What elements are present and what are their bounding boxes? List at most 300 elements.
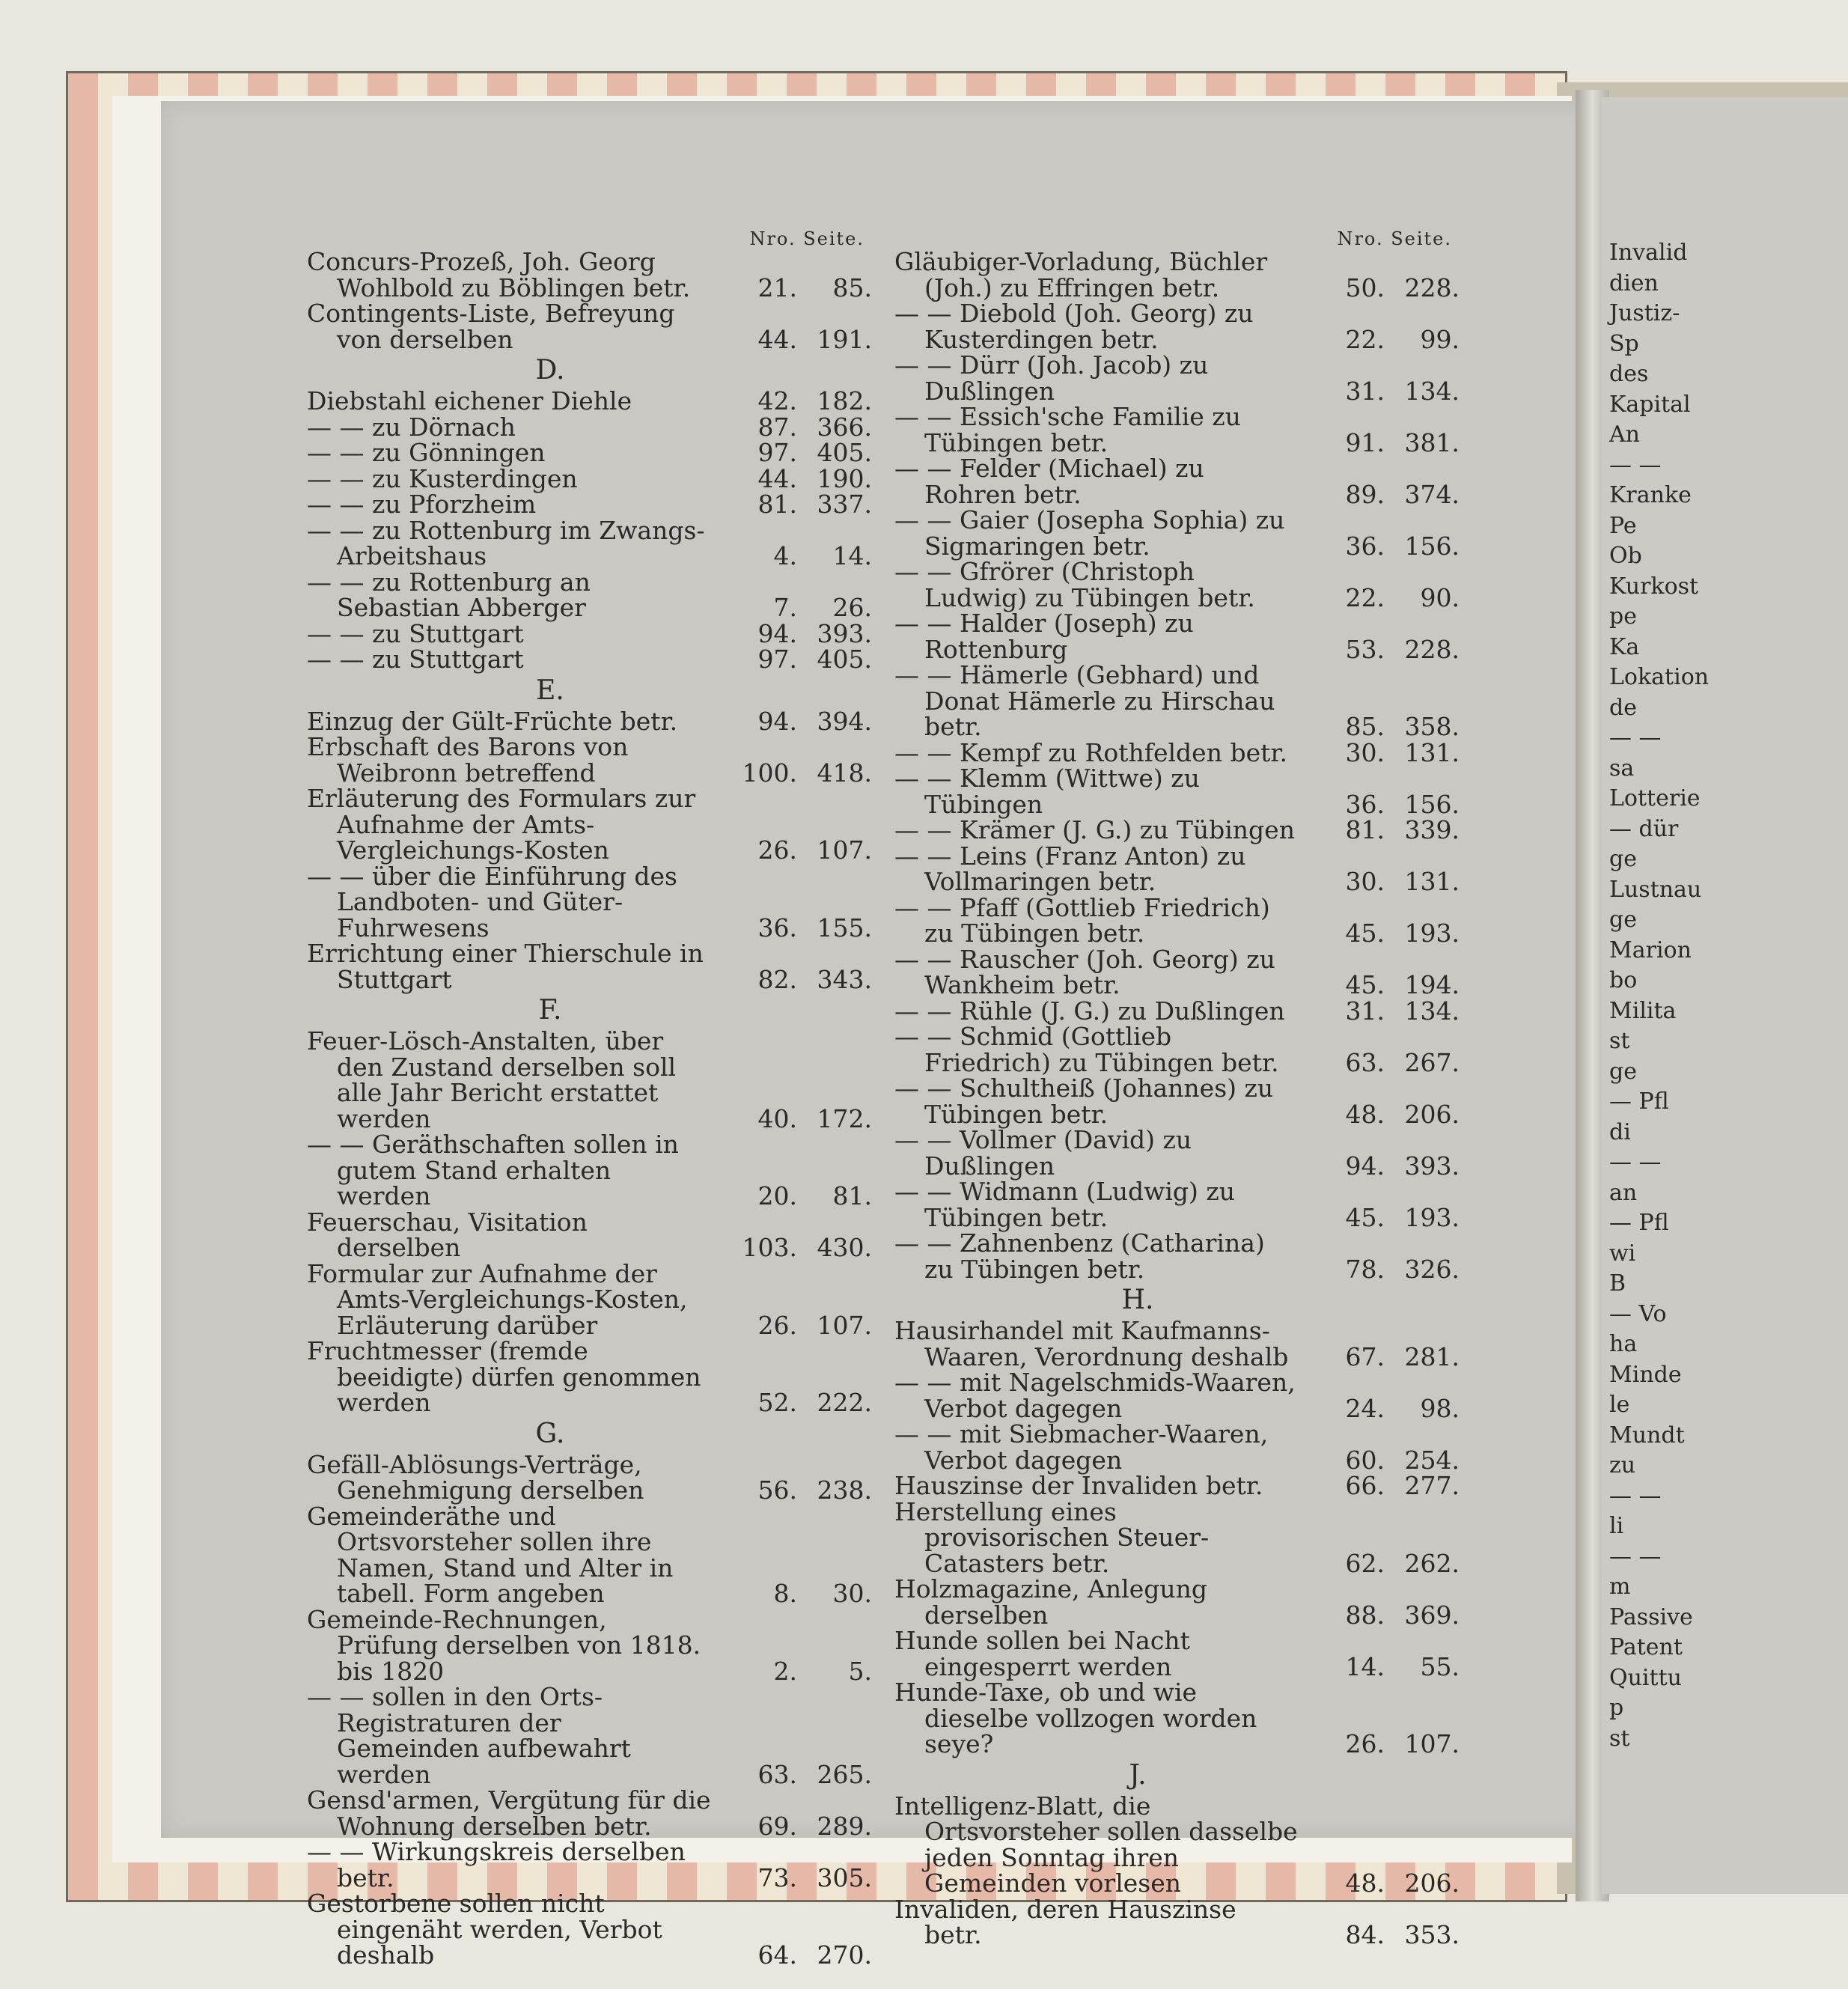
entry-number: 81. xyxy=(757,490,797,519)
entry-number: 81. xyxy=(1345,815,1385,844)
entry-text: — — Rauscher (Joh. Georg) zu Wankheim betr. xyxy=(894,944,1275,999)
entry-page: 405. xyxy=(817,645,872,674)
entry-refs xyxy=(1314,1868,1471,1898)
entry-refs xyxy=(726,964,883,994)
entry-number: 24. xyxy=(1345,1393,1385,1423)
entry-text: — — zu Kusterdingen xyxy=(307,463,578,493)
entry-number: 22. xyxy=(1345,324,1385,354)
entry-refs xyxy=(1314,996,1471,1026)
entry-text: — — Wirkungskreis derselben betr. xyxy=(307,1837,686,1892)
entry-text: — — mit Siebmacher-Waaren, Verbot dagegen xyxy=(894,1419,1269,1475)
facing-page-fragment: — Pfl xyxy=(1609,1210,1669,1236)
entry-text: — — Vollmer (David) zu Dußlingen xyxy=(894,1125,1192,1181)
entry-refs xyxy=(726,440,883,466)
entry-refs xyxy=(1314,1651,1471,1681)
entry-number: 44. xyxy=(757,324,797,354)
entry-text: — — Halder (Joseph) zu Rottenburg xyxy=(894,609,1194,664)
entry-page: 90. xyxy=(1420,582,1460,612)
entry-refs xyxy=(726,272,883,302)
entry-text: Formular zur Aufnahme der Amts-Vergleichungs-Kosten, Erläuterung darüber xyxy=(307,1258,688,1340)
entry-refs xyxy=(1314,869,1471,895)
entry-refs xyxy=(726,412,883,442)
section-letter: F. xyxy=(538,995,562,1026)
facing-page-fragment: — — xyxy=(1609,1482,1662,1509)
entry-number: 52. xyxy=(757,1388,797,1417)
entry-text: — — Geräthschaften sollen in gutem Stand erhalten werden xyxy=(307,1130,679,1210)
entry-refs xyxy=(1314,1047,1471,1077)
index-entry xyxy=(307,786,883,864)
facing-page-fragment: p xyxy=(1609,1695,1624,1721)
entry-page: 134. xyxy=(1404,996,1460,1026)
index-entry xyxy=(894,1574,1471,1630)
entry-number: 45. xyxy=(1345,919,1385,948)
index-entry xyxy=(307,1839,883,1891)
facing-page-fragment: de xyxy=(1609,694,1637,721)
entry-number: 31. xyxy=(1345,996,1385,1026)
entry-page: 99. xyxy=(1420,324,1460,354)
entry-number: 26. xyxy=(757,1310,797,1340)
facing-page-fragment: Kapital xyxy=(1609,391,1691,418)
entry-refs xyxy=(726,1235,883,1261)
entry-number: 60. xyxy=(1345,1445,1385,1475)
index-entry xyxy=(894,1680,1471,1758)
entry-page: 155. xyxy=(817,913,872,942)
entry-text: — — mit Nagelschmids-Waaren, Verbot dagegen xyxy=(894,1368,1296,1423)
entry-page: 394. xyxy=(817,706,872,736)
entry-text: Invaliden, deren Hauszinse betr. xyxy=(894,1894,1236,1949)
entry-refs xyxy=(1314,1731,1471,1758)
entry-refs xyxy=(726,835,883,865)
entry-text: — — Kempf zu Rothfelden betr. xyxy=(894,737,1288,767)
facing-page-fragment: Minde xyxy=(1609,1361,1682,1388)
facing-page-fragment: Marion xyxy=(1609,936,1692,963)
index-entry xyxy=(894,301,1471,353)
entry-refs xyxy=(1314,921,1471,947)
entry-number: 36. xyxy=(1345,531,1385,561)
entry-refs xyxy=(726,618,883,648)
entry-page: 182. xyxy=(817,386,872,415)
entry-page: 430. xyxy=(817,1233,872,1262)
facing-page-fragment: Invalid xyxy=(1609,240,1688,266)
entry-refs xyxy=(1314,1254,1471,1284)
facing-page-fragment: des xyxy=(1609,361,1649,387)
facing-page xyxy=(1602,97,1848,1894)
index-entry xyxy=(894,944,1471,999)
entry-text: Diebstahl eichener Diehle xyxy=(307,386,632,415)
index-entry xyxy=(894,660,1471,741)
entry-page: 228. xyxy=(1404,272,1460,302)
entry-refs xyxy=(1314,634,1471,664)
index-entry xyxy=(894,766,1471,817)
entry-page: 131. xyxy=(1404,867,1460,896)
entry-page: 358. xyxy=(1404,712,1460,741)
facing-page-fragment: Kranke xyxy=(1609,482,1692,508)
entry-refs xyxy=(726,1103,883,1133)
entry-number: 4. xyxy=(773,541,797,570)
entry-number: 63. xyxy=(1345,1047,1385,1077)
entry-number: 97. xyxy=(757,438,797,467)
index-entry xyxy=(894,1473,1471,1499)
entry-number: 63. xyxy=(757,1759,797,1789)
entry-number: 45. xyxy=(1345,970,1385,999)
entry-text: — — zu Stuttgart xyxy=(307,618,524,648)
index-entry xyxy=(307,1132,883,1210)
index-column-left xyxy=(307,228,883,1969)
entry-refs xyxy=(726,1181,883,1210)
entry-refs xyxy=(1314,1922,1471,1949)
facing-page-fragment: li xyxy=(1609,1513,1624,1539)
entry-refs xyxy=(1314,1393,1471,1423)
entry-text: Hunde-Taxe, ob und wie dieselbe vollzogen worden seye? xyxy=(894,1678,1257,1758)
entry-page: 156. xyxy=(1404,789,1460,819)
index-entry xyxy=(894,1228,1471,1284)
entry-refs xyxy=(726,1390,883,1416)
facing-page-fragment: sa xyxy=(1609,755,1635,782)
entry-refs xyxy=(726,1759,883,1789)
entry-number: 48. xyxy=(1345,1868,1385,1898)
entry-page: 337. xyxy=(817,490,872,519)
entry-text: — — zu Stuttgart xyxy=(307,645,524,674)
entry-text: — — Klemm (Wittwe) zu Tübingen xyxy=(894,764,1200,819)
entry-text: Holzmagazine, Anlegung derselben xyxy=(894,1574,1207,1630)
entry-page: 369. xyxy=(1404,1600,1460,1630)
entry-page: 134. xyxy=(1404,376,1460,406)
index-entry xyxy=(307,249,883,301)
facing-page-fragment: bo xyxy=(1609,967,1638,993)
entry-number: 91. xyxy=(1345,427,1385,457)
index-entry xyxy=(894,996,1471,1026)
index-entry xyxy=(307,463,883,493)
entry-text: Contingents-Liste, Befreyung von derselben xyxy=(307,299,675,354)
entry-text: — — über die Einführung des Landboten- und Güter-Fuhrwesens xyxy=(307,861,677,942)
entry-refs xyxy=(1314,972,1471,999)
entry-refs xyxy=(726,595,883,621)
entry-refs xyxy=(1314,1600,1471,1630)
entry-text: — — Gaier (Josepha Sophia) zu Sigmaringen betr. xyxy=(894,505,1285,561)
entry-page: 326. xyxy=(1404,1254,1460,1284)
index-entry xyxy=(894,404,1471,456)
entry-page: 381. xyxy=(1404,427,1460,457)
entry-refs xyxy=(1314,582,1471,612)
entry-refs xyxy=(1314,817,1471,844)
entry-text: Hunde sollen bei Nacht eingesperrt werden xyxy=(894,1626,1190,1681)
entry-page: 26. xyxy=(832,593,872,622)
facing-page-fragment: Lokation xyxy=(1609,664,1710,690)
entry-text: Hauszinse der Invaliden betr. xyxy=(894,1471,1263,1500)
entry-page: 289. xyxy=(817,1811,872,1841)
entry-refs xyxy=(726,492,883,518)
entry-page: 262. xyxy=(1404,1548,1460,1578)
entry-text: — — Rühle (J. G.) zu Dußlingen xyxy=(894,996,1285,1026)
entry-number: 56. xyxy=(757,1475,797,1505)
entry-page: 194. xyxy=(1404,970,1460,999)
entry-page: 393. xyxy=(1404,1151,1460,1181)
entry-refs xyxy=(726,758,883,788)
entry-page: 190. xyxy=(817,463,872,493)
index-entry xyxy=(307,1258,883,1340)
facing-page-fragment: st xyxy=(1609,1028,1630,1054)
entry-number: 36. xyxy=(1345,789,1385,819)
entry-number: 94. xyxy=(757,618,797,648)
index-entry xyxy=(307,386,883,415)
facing-page-fragment: zu xyxy=(1609,1452,1636,1478)
facing-page-fragment: m xyxy=(1609,1574,1631,1600)
entry-number: 30. xyxy=(1345,867,1385,896)
entry-refs xyxy=(726,324,883,354)
entry-refs xyxy=(1314,1151,1471,1181)
column-header: Nro. Seite. xyxy=(749,228,864,249)
entry-number: 53. xyxy=(1345,634,1385,664)
entry-text: — — Essich'sche Familie zu Tübingen betr. xyxy=(894,402,1241,457)
entry-text: — — Krämer (J. G.) zu Tübingen xyxy=(894,815,1295,844)
entry-text: Gefäll-Ablösungs-Verträge, Genehmigung derselben xyxy=(307,1449,644,1505)
index-entry xyxy=(307,1026,883,1133)
index-column-right xyxy=(894,228,1471,1949)
facing-page-fragment: Patent xyxy=(1609,1634,1683,1660)
entry-text: Feuerschau, Visitation derselben xyxy=(307,1207,588,1262)
entry-page: 305. xyxy=(817,1862,872,1892)
facing-page-fragment: ge xyxy=(1609,846,1637,872)
entry-number: 14. xyxy=(1345,1651,1385,1681)
entry-number: 97. xyxy=(757,645,797,674)
facing-page-fragment: — — xyxy=(1609,451,1662,478)
index-entry xyxy=(894,1496,1471,1578)
facing-page-fragment: Milita xyxy=(1609,997,1677,1024)
entry-refs xyxy=(1314,479,1471,509)
entry-number: 94. xyxy=(1345,1151,1385,1181)
index-entry xyxy=(307,1891,883,1969)
entry-number: 94. xyxy=(757,706,797,736)
entry-number: 22. xyxy=(1345,582,1385,612)
facing-page-fragment: an xyxy=(1609,1179,1638,1206)
facing-page-fragment: pe xyxy=(1609,603,1637,630)
entry-page: 193. xyxy=(1404,1202,1460,1232)
index-entry xyxy=(307,941,883,993)
entry-number: 78. xyxy=(1345,1254,1385,1284)
entry-page: 191. xyxy=(817,324,872,354)
entry-number: 42. xyxy=(757,386,797,415)
entry-refs xyxy=(1314,1341,1471,1371)
facing-page-fragment: Quittu xyxy=(1609,1664,1682,1691)
entry-text: Gemeinderäthe und Ortsvorsteher sollen ihre Namen, Stand und Alter in tabell. Form angeben xyxy=(307,1501,674,1608)
entry-refs xyxy=(726,1811,883,1841)
entry-refs xyxy=(1314,376,1471,406)
section-letter: G. xyxy=(535,1418,565,1449)
entry-page: 270. xyxy=(817,1940,872,1970)
entry-text: Einzug der Gült-Früchte betr. xyxy=(307,706,678,736)
facing-page-fragment: ge xyxy=(1609,907,1637,933)
entry-number: 2. xyxy=(773,1656,797,1686)
entry-page: 107. xyxy=(817,1310,872,1340)
index-entry xyxy=(307,1501,883,1608)
column-header: Nro. Seite. xyxy=(1337,228,1452,249)
index-entry xyxy=(894,1024,1471,1076)
entry-text: — — Schmid (Gottlieb Friedrich) zu Tübingen betr. xyxy=(894,1022,1279,1077)
facing-page-fragment: st xyxy=(1609,1725,1630,1752)
facing-page-fragment: Ob xyxy=(1609,543,1642,569)
entry-page: 238. xyxy=(817,1475,872,1505)
index-entry xyxy=(307,1684,883,1788)
index-entry xyxy=(307,1207,883,1262)
entry-refs xyxy=(1314,1445,1471,1475)
entry-text: — — Gfrörer (Christoph Ludwig) zu Tübingen betr. xyxy=(894,557,1255,612)
facing-page-fragment: Lustnau xyxy=(1609,876,1702,903)
entry-number: 44. xyxy=(757,463,797,493)
entry-text: — — Diebold (Joh. Georg) zu Kusterdingen betr. xyxy=(894,299,1254,354)
entry-number: 30. xyxy=(1345,737,1385,767)
entry-page: 222. xyxy=(817,1388,872,1417)
section-letter: E. xyxy=(536,674,564,706)
entry-refs xyxy=(1314,1099,1471,1129)
entry-number: 26. xyxy=(757,835,797,865)
entry-page: 131. xyxy=(1404,737,1460,767)
index-entry xyxy=(894,841,1471,896)
entry-page: 366. xyxy=(817,412,872,442)
entry-text: Intelligenz-Blatt, die Ortsvorsteher sollen dasselbe jeden Sonntag ihren Gemeinden vorlesen xyxy=(894,1791,1298,1898)
index-entry xyxy=(894,737,1471,767)
entry-number: 67. xyxy=(1345,1341,1385,1371)
entry-page: 265. xyxy=(817,1759,872,1789)
entry-text: Gestorbene sollen nicht eingenäht werden, Verbot deshalb xyxy=(307,1889,662,1970)
entry-number: 85. xyxy=(1345,712,1385,741)
entry-text: Concurs-Prozeß, Joh. Georg Wohlbold zu Böblingen betr. xyxy=(307,247,691,302)
index-entry xyxy=(894,1791,1471,1898)
entry-refs xyxy=(1314,427,1471,457)
entry-page: 393. xyxy=(817,618,872,648)
index-entry xyxy=(307,1785,883,1841)
entry-refs xyxy=(1314,1473,1471,1499)
entry-number: 36. xyxy=(757,913,797,942)
entry-refs xyxy=(1314,714,1471,740)
entry-page: 267. xyxy=(1404,1047,1460,1077)
index-entry xyxy=(307,1449,883,1505)
entry-refs xyxy=(726,647,883,673)
entry-number: 26. xyxy=(1345,1729,1385,1758)
entry-page: 339. xyxy=(1404,815,1460,844)
entry-text: — — sollen in den Orts-Registraturen der Gemeinden aufbewahrt werden xyxy=(307,1682,631,1789)
index-entry xyxy=(894,892,1471,948)
entry-page: 343. xyxy=(817,964,872,994)
entry-page: 418. xyxy=(817,758,872,788)
index-entry xyxy=(307,301,883,353)
entry-page: 55. xyxy=(1420,1651,1460,1681)
entry-number: 87. xyxy=(757,412,797,442)
entry-text: Gensd'armen, Vergütung für die Wohnung derselben betr. xyxy=(307,1785,711,1841)
entry-text: — — Dürr (Joh. Jacob) zu Dußlingen xyxy=(894,350,1209,406)
facing-page-fragment: Sp xyxy=(1609,330,1639,357)
index-entry xyxy=(307,647,883,673)
facing-page-fragment: dien xyxy=(1609,269,1659,296)
index-entry xyxy=(307,618,883,648)
facing-page-fragment: — dür xyxy=(1609,815,1679,842)
entry-text: — — Schultheiß (Johannes) zu Tübingen betr. xyxy=(894,1073,1274,1129)
index-entry xyxy=(307,1604,883,1686)
entry-refs xyxy=(1314,531,1471,561)
entry-text: — — zu Gönningen xyxy=(307,438,546,467)
index-entry xyxy=(894,456,1471,508)
entry-text: Hausirhandel mit Kaufmanns-Waaren, Verordnung deshalb xyxy=(894,1316,1289,1371)
index-entry xyxy=(307,492,883,518)
facing-page-fragment: Mundt xyxy=(1609,1422,1685,1449)
entry-text: — — zu Rottenburg an Sebastian Abberger xyxy=(307,567,591,622)
facing-page-fragment: — Pfl xyxy=(1609,1088,1669,1115)
entry-number: 69. xyxy=(757,1811,797,1841)
entry-number: 89. xyxy=(1345,479,1385,509)
entry-refs xyxy=(726,543,883,570)
entry-text: — — zu Rottenburg im Zwangs-Arbeitshaus xyxy=(307,515,705,570)
entry-number: 103. xyxy=(742,1233,797,1262)
entry-text: — — Leins (Franz Anton) zu Vollmaringen betr. xyxy=(894,841,1246,896)
entry-text: Gläubiger-Vorladung, Büchler (Joh.) zu Effringen betr. xyxy=(894,247,1268,302)
entry-page: 281. xyxy=(1404,1341,1460,1371)
entry-number: 66. xyxy=(1345,1471,1385,1500)
entry-refs xyxy=(726,1862,883,1892)
entry-number: 73. xyxy=(757,1862,797,1892)
entry-refs xyxy=(1314,737,1471,767)
section-letter: H. xyxy=(1121,1285,1154,1315)
facing-page-fragment: Kurkost xyxy=(1609,573,1699,600)
entry-page: 107. xyxy=(817,835,872,865)
entry-page: 14. xyxy=(832,541,872,570)
facing-page-fragment: B xyxy=(1609,1270,1626,1297)
facing-page-fragment: Lotterie xyxy=(1609,785,1701,811)
entry-page: 172. xyxy=(817,1103,872,1133)
entry-text: — — zu Dörnach xyxy=(307,412,516,442)
entry-refs xyxy=(1314,1548,1471,1578)
entry-refs xyxy=(1314,789,1471,819)
facing-page-fragment: le xyxy=(1609,1392,1630,1418)
index-entry xyxy=(894,505,1471,561)
entry-refs xyxy=(1314,1202,1471,1232)
entry-page: 85. xyxy=(832,272,872,302)
entry-page: 374. xyxy=(1404,479,1460,509)
entry-page: 30. xyxy=(832,1579,872,1608)
entry-refs xyxy=(726,1940,883,1970)
section-letter: J. xyxy=(1129,1759,1147,1791)
entry-text: Erläuterung des Formulars zur Aufnahme der Amts-Vergleichungs-Kosten xyxy=(307,784,696,865)
index-entry xyxy=(894,611,1471,663)
entry-refs xyxy=(726,1475,883,1505)
entry-refs xyxy=(726,463,883,493)
facing-page-fragment: — — xyxy=(1609,1149,1662,1175)
entry-page: 98. xyxy=(1420,1393,1460,1423)
facing-page-fragment: wi xyxy=(1609,1240,1636,1267)
entry-text: Errichtung einer Thierschule in Stuttgart xyxy=(307,939,704,994)
index-entry xyxy=(307,412,883,442)
entry-refs xyxy=(726,1310,883,1340)
index-entry xyxy=(894,1073,1471,1129)
entry-page: 228. xyxy=(1404,634,1460,664)
index-entry xyxy=(307,734,883,786)
entry-page: 206. xyxy=(1404,1868,1460,1898)
entry-text: Feuer-Lösch-Anstalten, über den Zustand derselben soll alle Jahr Bericht erstattet werden xyxy=(307,1026,677,1133)
facing-page-fragment: di xyxy=(1609,1118,1631,1145)
entry-page: 353. xyxy=(1404,1920,1460,1949)
entry-refs xyxy=(1314,272,1471,302)
facing-page-fragment: Justiz- xyxy=(1609,300,1680,326)
entry-number: 88. xyxy=(1345,1600,1385,1630)
entry-text: — — Felder (Michael) zu Rohren betr. xyxy=(894,454,1204,509)
facing-page-fragment: ha xyxy=(1609,1331,1638,1357)
entry-number: 84. xyxy=(1345,1920,1385,1949)
entry-number: 7. xyxy=(773,593,797,622)
index-entry xyxy=(894,350,1471,406)
entry-refs xyxy=(726,1656,883,1686)
facing-page-fragment: ge xyxy=(1609,1058,1637,1085)
entry-page: 107. xyxy=(1404,1729,1460,1758)
index-entry xyxy=(307,1338,883,1416)
index-entry xyxy=(894,1894,1471,1949)
